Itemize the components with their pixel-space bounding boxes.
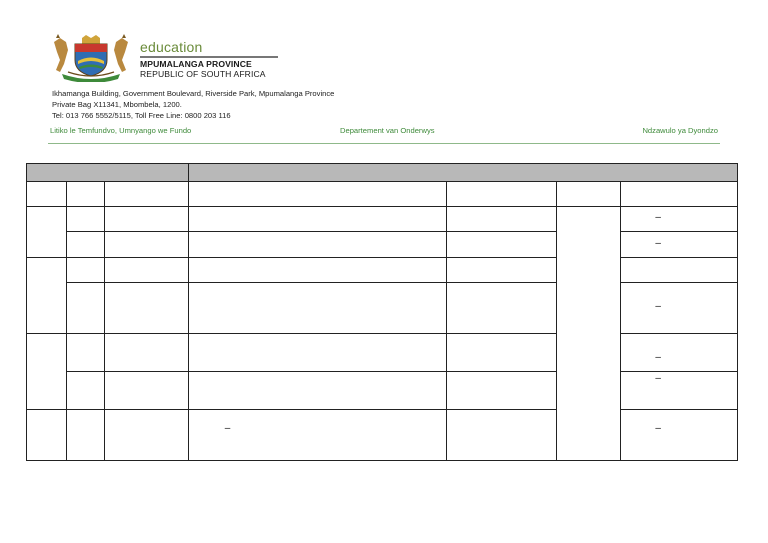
table-cell [105,182,189,207]
dash-mark: – [655,301,661,312]
table-cell [67,258,105,283]
table-row [27,372,738,410]
table-header-row [27,164,738,182]
brand-divider [140,56,278,58]
table-cell [105,334,189,372]
tagline-afrikaans: Departement van Onderwys [340,126,435,135]
letterhead-divider [48,143,720,144]
table-cell [67,283,105,334]
coat-of-arms-icon [48,34,134,82]
dash-mark: – [655,352,661,364]
table-cell [621,283,738,334]
table-cell [67,207,105,232]
republic-name: REPUBLIC OF SOUTH AFRICA [140,68,266,79]
header-cell [189,164,738,182]
table-cell [67,334,105,372]
province-name: MPUMALANGA PROVINCE [140,58,252,69]
dash-mark: – [655,423,661,434]
table-row [27,258,738,283]
table-cell [447,410,557,461]
table-cell [621,207,738,232]
dash-mark: – [655,373,661,385]
table-row [27,232,738,258]
table-cell [621,258,738,283]
table-cell [557,207,621,461]
table-cell [621,232,738,258]
table-column-row [27,182,738,207]
contact-line: Tel: 013 766 5552/5115, Toll Free Line: 0800 203 116 [52,111,231,120]
table-cell [105,410,189,461]
table-cell [105,283,189,334]
table-cell [189,334,447,372]
brand-name: education [140,39,203,55]
table-cell [447,207,557,232]
table-cell [189,283,447,334]
table-cell [557,182,621,207]
table-cell [27,334,67,410]
table-cell [447,258,557,283]
header-cell [27,164,189,182]
data-table [26,163,738,461]
address-line: Ikhamanga Building, Government Boulevard, Riverside Park, Mpumalanga Province [52,89,335,98]
table-cell [447,182,557,207]
table-cell [621,372,738,410]
tagline-siswati: Litiko le Temfundvo, Umnyango we Fundo [50,126,192,135]
table-row [27,207,738,232]
table-cell [189,258,447,283]
letterhead [48,34,720,146]
dash-mark: – [224,423,231,434]
table-row [27,283,738,334]
table-cell [27,207,67,258]
dash-mark: – [655,237,661,249]
table-cell [447,334,557,372]
table-cell [447,283,557,334]
address-line: Private Bag X11341, Mbombela, 1200. [52,100,182,109]
table-cell [621,334,738,372]
table-cell [447,372,557,410]
tagline-tsonga: Ndzawulo ya Dyondzo [642,126,718,135]
table-cell [27,182,67,207]
table-cell [67,232,105,258]
table-cell [447,232,557,258]
table-row [27,334,738,372]
table-cell [189,232,447,258]
table-cell [27,258,67,334]
table-cell [189,372,447,410]
table-cell [621,410,738,461]
table-cell [105,232,189,258]
address-block [52,88,334,121]
table-cell [189,182,447,207]
table-cell [189,410,447,461]
table-cell [67,410,105,461]
table-cell [105,372,189,410]
table-cell [67,372,105,410]
dash-mark: – [655,212,661,223]
table-cell [27,410,67,461]
table-cell [621,182,738,207]
brand-block [140,40,278,79]
table-row [27,410,738,461]
table-cell [67,182,105,207]
table-cell [105,258,189,283]
table-cell [105,207,189,232]
table-cell [189,207,447,232]
